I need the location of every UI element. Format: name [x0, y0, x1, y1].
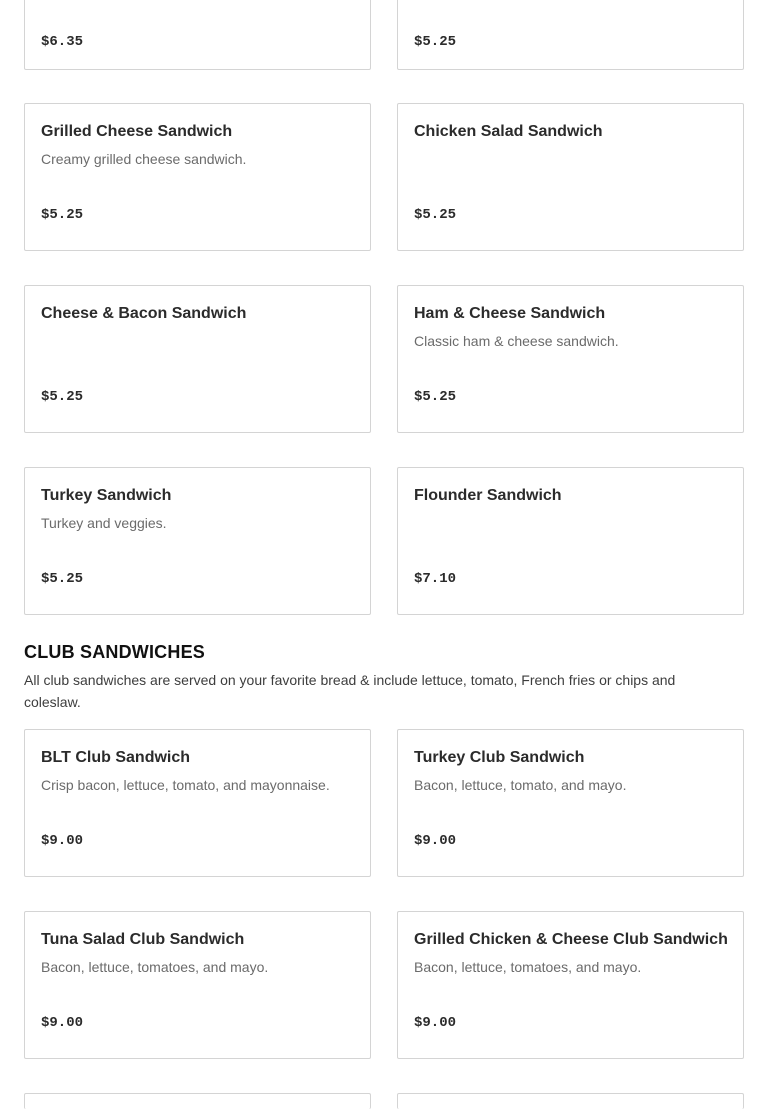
menu-item-description: Classic ham & cheese sandwich.	[414, 333, 619, 349]
menu-item-name: Turkey Club Sandwich	[414, 749, 585, 766]
menu-item-description: Bacon, lettuce, tomatoes, and mayo.	[414, 959, 642, 975]
menu-item-card[interactable]	[24, 1093, 371, 1109]
menu-item-description: Bacon, lettuce, tomato, and mayo.	[414, 777, 627, 793]
section-title: CLUB SANDWICHES	[24, 642, 205, 662]
menu-item-description: Creamy grilled cheese sandwich.	[41, 151, 247, 167]
menu-item-price: $5.25	[41, 389, 84, 405]
menu-item-price: $9.00	[41, 833, 84, 849]
menu-item-price: $6.35	[41, 34, 84, 50]
menu-item-name: Chicken Salad Sandwich	[414, 123, 603, 140]
menu-item-card[interactable]	[24, 467, 371, 615]
menu-item-price: $9.00	[414, 833, 457, 849]
menu-item-description: Turkey and veggies.	[41, 515, 167, 531]
menu-item-price: $5.25	[41, 571, 84, 587]
menu-item-name: BLT Club Sandwich	[41, 749, 191, 766]
menu-item-card[interactable]	[397, 0, 744, 70]
section-description: All club sandwiches are served on your favorite bread & include lettuce, tomato, French fries or chips and coleslaw.	[24, 672, 676, 710]
menu-item-price: $7.10	[414, 571, 457, 587]
menu-item-card[interactable]	[397, 467, 744, 615]
menu-item-price: $5.25	[414, 34, 457, 50]
menu-item-card[interactable]	[24, 911, 371, 1059]
menu-item-name: Turkey Sandwich	[41, 487, 172, 504]
menu-item-price: $5.25	[414, 389, 457, 405]
menu-item-card[interactable]	[397, 103, 744, 251]
menu-item-card[interactable]	[24, 0, 371, 70]
menu-item-name: Grilled Chicken & Cheese Club Sandwich	[414, 931, 728, 948]
menu-item-price: $5.25	[414, 207, 457, 223]
menu-item-card[interactable]	[397, 729, 744, 877]
menu-item-description: Crisp bacon, lettuce, tomato, and mayonnaise.	[41, 777, 330, 793]
menu-item-price: $9.00	[414, 1015, 457, 1031]
menu-item-price: $5.25	[41, 207, 84, 223]
menu-item-card[interactable]	[397, 1093, 744, 1109]
menu-item-name: Grilled Cheese Sandwich	[41, 123, 233, 140]
menu-item-description: Bacon, lettuce, tomatoes, and mayo.	[41, 959, 269, 975]
menu-item-price: $9.00	[41, 1015, 84, 1031]
menu-item-card[interactable]	[24, 285, 371, 433]
menu-item-name: Cheese & Bacon Sandwich	[41, 305, 247, 322]
menu-item-card[interactable]	[397, 285, 744, 433]
menu-item-name: Flounder Sandwich	[414, 487, 562, 504]
menu-item-name: Tuna Salad Club Sandwich	[41, 931, 245, 948]
menu-item-card[interactable]	[397, 911, 744, 1059]
menu-item-card[interactable]	[24, 103, 371, 251]
menu-item-name: Ham & Cheese Sandwich	[414, 305, 606, 322]
menu-item-card[interactable]	[24, 729, 371, 877]
